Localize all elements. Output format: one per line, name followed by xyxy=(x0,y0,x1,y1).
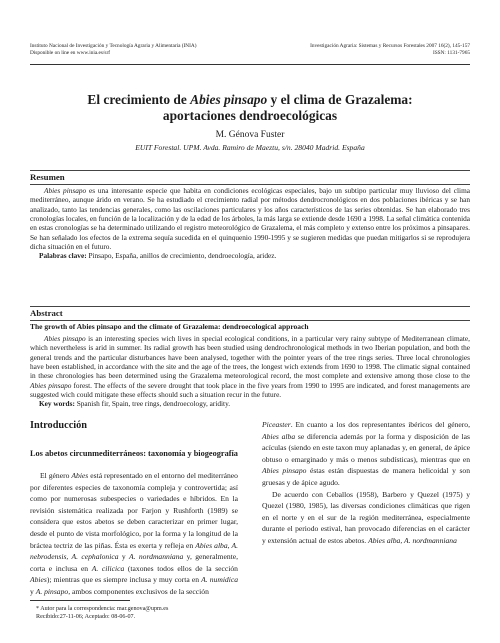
species: A. nordmanniana xyxy=(129,552,184,562)
resumen-top-rule xyxy=(30,170,470,171)
text: y, generalmente, corta e inclusa en xyxy=(30,552,239,573)
body-column-left xyxy=(30,419,238,598)
title-line2: aportaciones dendroecológicas xyxy=(162,108,338,123)
journal-info xyxy=(260,43,470,57)
section-name: Abies xyxy=(30,575,47,585)
section-name: Piceaster xyxy=(262,420,291,429)
species: Abies alba, A. nordmanniana xyxy=(368,535,457,545)
paragraph xyxy=(30,470,238,598)
issn: ISSN: 1131-7965 xyxy=(432,50,470,56)
title-part: El crecimiento de xyxy=(87,92,191,107)
species: Abies pinsapo xyxy=(262,466,307,476)
species: Abies alba, A. nebrodensis, A. cephalonica xyxy=(30,540,238,562)
resumen-species: Abies pinsapo xyxy=(44,186,87,195)
text: . En cuanto a los dos representantes ibéricos del género, xyxy=(290,420,470,429)
abstract-text: is an interesting species wich lives in special ecological conditions, in a particular very rainy subtype of Mediterranean climate, which nevertheless is arid in summer. Its radial growth has been studied using dendrochronological methods in two Iberian population, and both the general trends and the particular disturbances have been analysed, together with the pointer years of the tree rings series. Three local chronologies have been established, in accordance with the site and the age of the trees, the longest wich extends from 1690 to 1998. The climatic signal contained in these chronologies has been determined using the Grazalema meteorological record, the most complete and extensive among those close to the xyxy=(30,334,470,381)
title-species: Abies pinsapo xyxy=(190,92,268,107)
keywords: Spanish fir, Spain, tree rings, dendroecology, aridity. xyxy=(74,399,231,409)
abstract-species: Abies pinsapo xyxy=(44,334,86,343)
abstract-text: forest. The effects of the severe drought that took place in the five years from 1990 to 1995 are indicated, and forest managements are suggested wich could mitigate these effects should such a situation recur in the future. xyxy=(30,380,470,400)
footnote xyxy=(30,605,250,621)
online-availability: Disponible on line en www.inia.es/srf xyxy=(30,50,110,56)
text: y xyxy=(118,552,129,562)
species: A. cilicica xyxy=(91,563,125,573)
author-name: M. Génova Fuster xyxy=(215,130,285,140)
text: y xyxy=(30,586,36,596)
text: éstas están dispuestas de manera helicoidal y son gruesas y de ápice agudo. xyxy=(262,466,470,487)
paragraph-continued xyxy=(262,419,470,489)
keywords-label: Key words: xyxy=(39,399,75,409)
keywords-label: Palabras clave: xyxy=(39,251,87,261)
resumen-body xyxy=(30,186,470,261)
genus: Abies xyxy=(71,471,89,480)
header-rule xyxy=(30,64,470,65)
text: está representado en el entorno del mediterráneo por diferentes especies de taxonomía compleja y controvertida; así como por numerosas subespecies o variedades e híbridos. En la revisión sistemática realizada por Farjon y Rushforth (1989) se considera que estos abetos se deben caracterizar en primer lugar, desde el punto de vista morfológico, por la forma y la longitud de la bráctea tectriz de las piñas. Ésta es exerta y refleja en xyxy=(30,471,238,550)
resumen-text: es una interesante especie que habita en condiciones ecológicas especiales, bajo un subtipo particular muy lluvioso del clima mediterráneo, aunque árido en verano. Se ha estudiado el crecimiento radial por métodos dendrocronológicos en dos poblaciones ibéricas y se han analizado, tanto las tendencias generales, como las oscilaciones particulares y los años característicos de las series obtenidas. Se han elaborado tres cronologías locales, en función de la localización y de la edad de los árboles, la más larga se extiende desde 1690 a 1998. La señal climática contenida en estas cronologías se ha determinado utilizando el registro meteorológico de Grazalema, el más completo y extenso entre los próximos a pinsapares. Se han señalado los efectos de la extrema sequía sucedida en el quinquenio 1990-1995 y se sugieren medidas que puedan mitigarlos si se reprodujera dicha situación en el futuro. xyxy=(30,186,470,252)
publisher-name: Instituto Nacional de Investigación y Tecnología Agraria y Alimentaria (INIA) xyxy=(30,43,197,49)
abstract-bottom-rule xyxy=(30,320,470,321)
species: A. pinsapo xyxy=(35,586,69,596)
resumen-bottom-rule xyxy=(30,184,470,185)
article-title xyxy=(30,92,470,124)
text: , ambos componentes exclusivos de la sección xyxy=(68,586,209,596)
text: El género xyxy=(40,471,72,480)
keywords: Pinsapo, España, anillos de crecimiento, dendroecología, aridez. xyxy=(86,251,277,261)
body-column-right xyxy=(262,419,470,547)
author-affiliation: EUIT Forestal. UPM. Avda. Ramiro de Maeztu, s/n. 28040 Madrid. España xyxy=(135,143,365,152)
species: Abies alba xyxy=(262,431,296,441)
publisher-info xyxy=(30,43,260,57)
journal-citation: Investigación Agraria: Sistemas y Recursos Forestales 2007 16(2), 145-157 xyxy=(310,43,470,49)
received-accepted-dates: Recibido:27-11-06; Aceptado: 08-06-07. xyxy=(36,614,136,620)
paragraph xyxy=(262,489,470,547)
subsection-heading: Los abetos circunmediterráneos: taxonomía y biogeografía xyxy=(30,449,238,458)
text: (taxones todos ellos de la sección xyxy=(124,563,238,573)
abstract-top-rule xyxy=(30,306,470,307)
footnote-rule xyxy=(30,600,130,601)
text: ); mientras que es siempre inclusa y muy corta en xyxy=(46,575,202,585)
abstract-body xyxy=(30,334,470,409)
resumen-heading: Resumen xyxy=(30,172,65,182)
text: De acuerdo con Ceballos (1958), Barbero y Quezel (1975) y Quezel (1980, 1985), las diversas condiciones climáticas que rigen en el norte y en el sur de la región mediterránea, especialmente durante el periodo estival, han provocado diferencias en el carácter y extensión actual de estos abetos. xyxy=(262,489,470,545)
abstract-species: Abies pinsapo xyxy=(30,380,72,390)
introduction-heading: Introducción xyxy=(30,420,88,431)
text: se diferencia además por la forma y disposición de las acículas (siendo en este taxon muy aplanadas y, en general, de ápice obtuso o emarginado y más o menos subdísticas), mientras que en xyxy=(262,431,470,464)
corresponding-author: * Autor para la correspondencia: mar.genova@upm.es xyxy=(36,606,169,612)
title-part: y el clima de Grazalema: xyxy=(267,92,413,107)
abstract-heading: Abstract xyxy=(30,308,63,318)
species: A. numidica xyxy=(201,575,239,585)
abstract-title: The growth of Abies pinsapo and the climate of Grazalema: dendroecological approach xyxy=(30,322,309,331)
